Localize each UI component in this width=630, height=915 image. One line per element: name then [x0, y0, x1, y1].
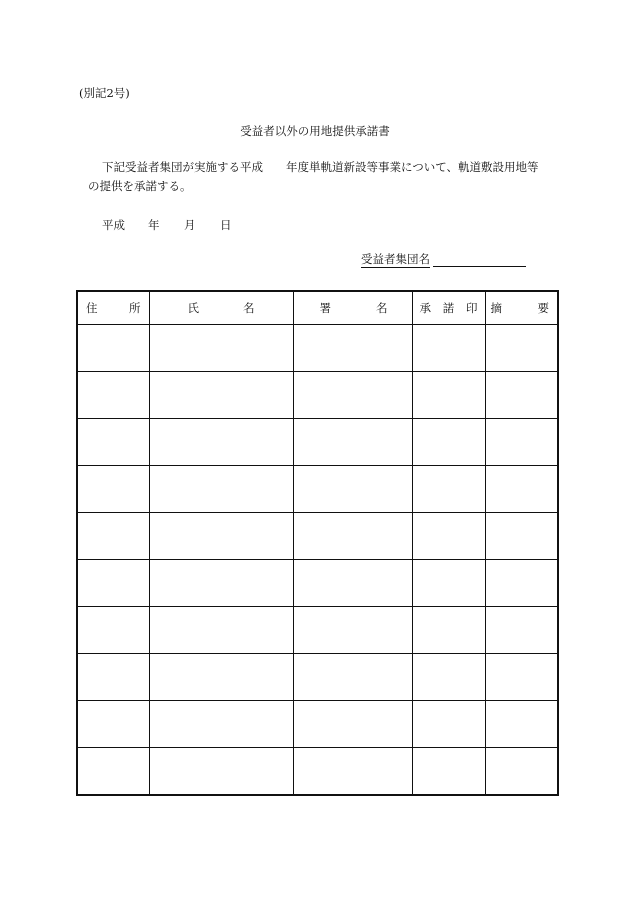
table-row	[77, 325, 558, 372]
cell-name[interactable]	[149, 607, 293, 654]
date-era: 平成	[102, 218, 125, 232]
header-name: 氏 名	[149, 291, 293, 325]
table-row	[77, 466, 558, 513]
cell-consent-seal[interactable]	[412, 748, 485, 795]
cell-name[interactable]	[149, 560, 293, 607]
cell-signature[interactable]	[293, 560, 412, 607]
cell-name[interactable]	[149, 466, 293, 513]
cell-consent-seal[interactable]	[412, 325, 485, 372]
cell-remarks[interactable]	[485, 654, 558, 701]
cell-address[interactable]	[77, 654, 149, 701]
cell-remarks[interactable]	[485, 607, 558, 654]
cell-address[interactable]	[77, 372, 149, 419]
body-line-1: 下記受益者集団が実施する平成 年度単軌道新設等事業について、軌道敷設用地等	[102, 160, 539, 174]
cell-consent-seal[interactable]	[412, 654, 485, 701]
cell-name[interactable]	[149, 513, 293, 560]
table-row	[77, 607, 558, 654]
cell-name[interactable]	[149, 654, 293, 701]
cell-remarks[interactable]	[485, 560, 558, 607]
cell-address[interactable]	[77, 325, 149, 372]
document-title: 受益者以外の用地提供承諾書	[240, 124, 390, 138]
cell-address[interactable]	[77, 607, 149, 654]
table-row	[77, 513, 558, 560]
cell-consent-seal[interactable]	[412, 372, 485, 419]
table-row	[77, 748, 558, 795]
date-day-label: 日	[220, 218, 232, 232]
cell-name[interactable]	[149, 701, 293, 748]
form-number: (別記2号)	[79, 86, 130, 100]
cell-signature[interactable]	[293, 654, 412, 701]
table-row	[77, 372, 558, 419]
cell-signature[interactable]	[293, 607, 412, 654]
cell-signature[interactable]	[293, 701, 412, 748]
cell-consent-seal[interactable]	[412, 466, 485, 513]
cell-remarks[interactable]	[485, 372, 558, 419]
date-month-label: 月	[184, 218, 196, 232]
cell-remarks[interactable]	[485, 325, 558, 372]
cell-name[interactable]	[149, 325, 293, 372]
header-consent-seal: 承 諾 印	[412, 291, 485, 325]
body-line-2: の提供を承諾する。	[88, 179, 192, 193]
cell-name[interactable]	[149, 419, 293, 466]
cell-signature[interactable]	[293, 419, 412, 466]
header-address: 住 所	[77, 291, 149, 325]
group-name-label: 受益者集団名	[361, 252, 430, 266]
cell-remarks[interactable]	[485, 466, 558, 513]
cell-remarks[interactable]	[485, 513, 558, 560]
cell-signature[interactable]	[293, 513, 412, 560]
cell-remarks[interactable]	[485, 419, 558, 466]
cell-remarks[interactable]	[485, 701, 558, 748]
header-remarks: 摘 要	[485, 291, 558, 325]
date-year-label: 年	[148, 218, 160, 232]
cell-address[interactable]	[77, 466, 149, 513]
cell-address[interactable]	[77, 748, 149, 795]
header-signature: 署 名	[293, 291, 412, 325]
cell-address[interactable]	[77, 513, 149, 560]
cell-address[interactable]	[77, 419, 149, 466]
cell-signature[interactable]	[293, 466, 412, 513]
table-row	[77, 701, 558, 748]
cell-consent-seal[interactable]	[412, 701, 485, 748]
cell-consent-seal[interactable]	[412, 560, 485, 607]
consent-table	[76, 290, 559, 796]
table-row	[77, 560, 558, 607]
cell-name[interactable]	[149, 372, 293, 419]
cell-address[interactable]	[77, 701, 149, 748]
table-header-row	[77, 291, 558, 325]
cell-consent-seal[interactable]	[412, 513, 485, 560]
cell-address[interactable]	[77, 560, 149, 607]
cell-consent-seal[interactable]	[412, 419, 485, 466]
table-row	[77, 654, 558, 701]
table-row	[77, 419, 558, 466]
cell-signature[interactable]	[293, 325, 412, 372]
table-body	[77, 325, 558, 795]
cell-remarks[interactable]	[485, 748, 558, 795]
cell-consent-seal[interactable]	[412, 607, 485, 654]
group-name-signature-line	[433, 266, 526, 267]
cell-signature[interactable]	[293, 372, 412, 419]
cell-signature[interactable]	[293, 748, 412, 795]
cell-name[interactable]	[149, 748, 293, 795]
